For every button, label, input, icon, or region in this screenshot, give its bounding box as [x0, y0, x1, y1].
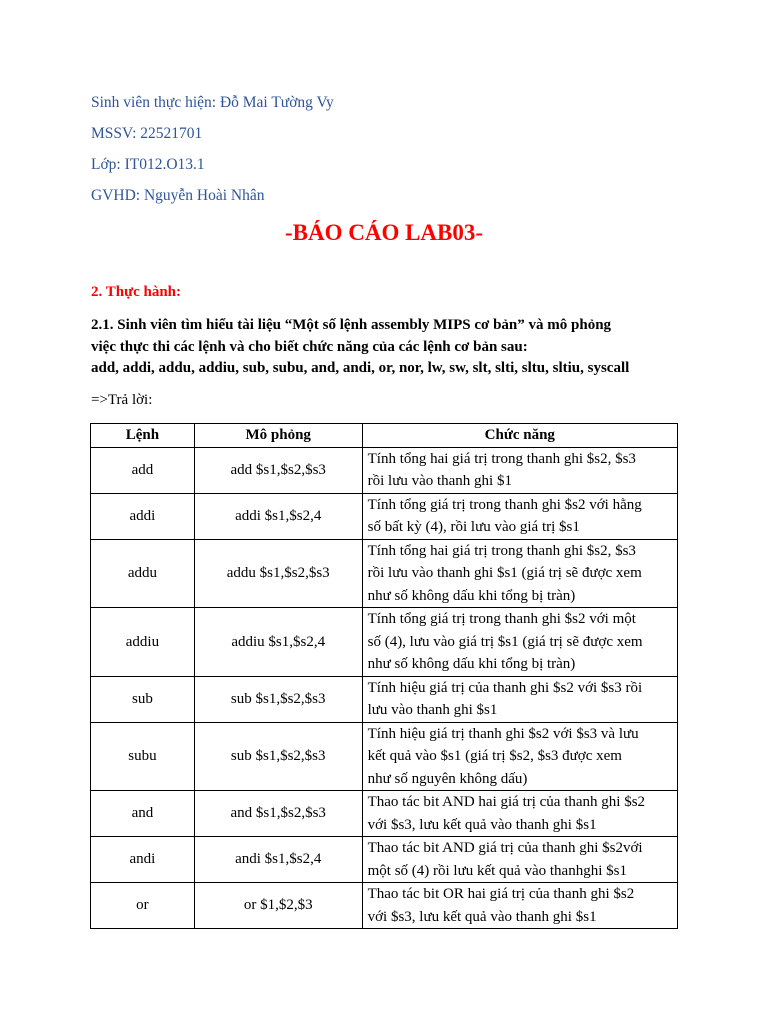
- question-line: việc thực thi các lệnh và cho biết chức năng của các lệnh cơ bản sau:: [91, 338, 528, 355]
- answer-label: =>Trả lời:: [91, 392, 153, 408]
- function-line: Tính tổng giá trị trong thanh ghi $s2 với hằng: [367, 496, 642, 513]
- table-row: [91, 883, 678, 929]
- table-row: [91, 539, 678, 608]
- command-cell: andi: [91, 837, 195, 883]
- report-title: -BÁO CÁO LAB03-: [284, 220, 484, 245]
- function-cell: [362, 883, 677, 929]
- question-line: add, addi, addu, addiu, sub, subu, and, andi, or, nor, lw, sw, slt, slti, sltu, sltiu, syscall: [91, 360, 630, 376]
- table-row: [91, 791, 678, 837]
- function-line: Tính hiệu giá trị thanh ghi $s2 với $s3 và lưu: [367, 725, 639, 742]
- function-line: rồi lưu vào thanh ghi $s1 (giá trị sẽ được xem: [367, 565, 642, 581]
- function-cell: [362, 676, 677, 722]
- function-line: như số không dấu khi tổng bị tràn): [367, 587, 576, 604]
- simulation-cell: add $s1,$s2,$s3: [194, 447, 362, 493]
- header-function: Chức năng: [362, 424, 677, 448]
- simulation-cell: sub $s1,$s2,$s3: [194, 676, 362, 722]
- table-row: [91, 493, 678, 539]
- command-cell: or: [91, 883, 195, 929]
- table-row: [91, 837, 678, 883]
- function-line: như số nguyên không dấu): [367, 770, 528, 787]
- function-cell: [362, 539, 677, 608]
- function-line: kết quả vào $s1 (giá trị $s2, $s3 được xem: [367, 748, 622, 764]
- table-header-row: [91, 424, 678, 448]
- command-cell: sub: [91, 676, 195, 722]
- simulation-cell: and $s1,$s2,$s3: [194, 791, 362, 837]
- table-row: [91, 608, 678, 677]
- table-row: [91, 447, 678, 493]
- function-line: với $s3, lưu kết quả vào thanh ghi $s1: [367, 908, 597, 925]
- function-cell: [362, 722, 677, 791]
- function-cell: [362, 493, 677, 539]
- instruction-table: [90, 423, 678, 929]
- function-line: Thao tác bit OR hai giá trị của thanh ghi $s2: [367, 886, 635, 902]
- command-cell: addu: [91, 539, 195, 608]
- class-code: Lớp: IT012.O13.1: [91, 156, 205, 173]
- function-line: số bất kỳ (4), rồi lưu vào giá trị $s1: [367, 519, 580, 535]
- function-cell: [362, 447, 677, 493]
- command-cell: and: [91, 791, 195, 837]
- function-line: một số (4) rồi lưu kết quả vào thanhghi $s1: [367, 862, 627, 879]
- table-row: [91, 676, 678, 722]
- header-command: Lệnh: [91, 424, 195, 448]
- function-cell: [362, 791, 677, 837]
- function-line: số (4), lưu vào giá trị $s1 (giá trị sẽ được xem: [367, 633, 643, 650]
- simulation-cell: addi $s1,$s2,4: [194, 493, 362, 539]
- function-line: Tính hiệu giá trị của thanh ghi $s2 với $s3 rồi: [367, 679, 643, 696]
- command-cell: add: [91, 447, 195, 493]
- function-line: Tính tổng hai giá trị trong thanh ghi $s2, $s3: [367, 542, 636, 559]
- command-cell: subu: [91, 722, 195, 791]
- student-name: Sinh viên thực hiện: Đỗ Mai Tường Vy: [91, 94, 334, 111]
- header-simulation: Mô phỏng: [194, 424, 362, 448]
- function-cell: [362, 837, 677, 883]
- function-line: rồi lưu vào thanh ghi $1: [367, 473, 512, 489]
- function-line: lưu vào thanh ghi $s1: [367, 702, 498, 718]
- simulation-cell: sub $s1,$s2,$s3: [194, 722, 362, 791]
- simulation-cell: andi $s1,$s2,4: [194, 837, 362, 883]
- section-heading: 2. Thực hành:: [91, 284, 182, 300]
- question-line: 2.1. Sinh viên tìm hiểu tài liệu “Một số lệnh assembly MIPS cơ bản” và mô phỏng: [91, 317, 612, 333]
- advisor-name: GVHD: Nguyễn Hoài Nhân: [91, 187, 265, 204]
- command-cell: addiu: [91, 608, 195, 677]
- student-id: MSSV: 22521701: [91, 125, 203, 142]
- simulation-cell: or $1,$2,$3: [194, 883, 362, 929]
- command-cell: addi: [91, 493, 195, 539]
- simulation-cell: addiu $s1,$s2,4: [194, 608, 362, 677]
- function-cell: [362, 608, 677, 677]
- function-line: Tính tổng giá trị trong thanh ghi $s2 với một: [367, 611, 636, 627]
- question-text: [91, 315, 691, 380]
- function-line: như số không dấu khi tổng bị tràn): [367, 656, 576, 672]
- function-line: với $s3, lưu kết quả vào thanh ghi $s1: [367, 816, 597, 833]
- function-line: Thao tác bit AND giá trị của thanh ghi $s2với: [367, 840, 643, 856]
- table-row: [91, 722, 678, 791]
- function-line: Tính tổng hai giá trị trong thanh ghi $s2, $s3: [367, 450, 636, 467]
- simulation-cell: addu $s1,$s2,$s3: [194, 539, 362, 608]
- function-line: Thao tác bit AND hai giá trị của thanh ghi $s2: [367, 794, 646, 810]
